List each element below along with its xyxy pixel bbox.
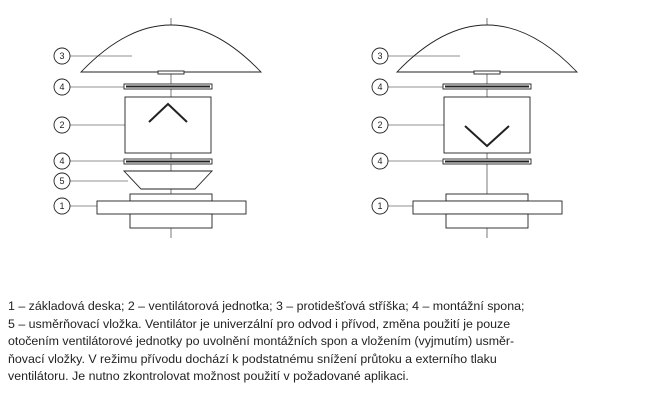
left-callout-5: [54, 173, 70, 189]
svg-text:3: 3: [59, 51, 65, 61]
caption-line: ňovací vložky. V režimu přívodu dochází k podstatnému snížení průtoku a externího tlaku: [8, 351, 497, 366]
right-rain-cap: [397, 25, 577, 72]
svg-text:2: 2: [59, 120, 65, 130]
right-rain-cap-stem: [474, 71, 500, 74]
left-base-collar: [130, 194, 212, 201]
right-assembly: [372, 18, 577, 238]
left-flow-insert: [124, 171, 212, 189]
right-callout-2: [372, 117, 388, 133]
right-callout-1: [372, 198, 388, 214]
right-base-plate: [413, 201, 562, 214]
left-rain-cap-stem: [158, 71, 184, 74]
right-base-spigot: [446, 214, 528, 228]
svg-text:2: 2: [377, 120, 383, 130]
left-callout-4-bottom: [54, 153, 70, 169]
svg-text:1: 1: [59, 201, 65, 211]
left-rain-cap: [81, 25, 261, 72]
left-callout-3: [54, 48, 70, 64]
caption-line: otočením ventilátorové jednotky po uvolnění montážních spon a vložením (vyjmutím) usměr-: [8, 334, 515, 349]
right-callout-3: [372, 48, 388, 64]
left-base-plate: [97, 201, 246, 214]
svg-text:4: 4: [377, 156, 383, 166]
left-assembly: [54, 18, 261, 238]
left-callout-1: [54, 198, 70, 214]
left-base-spigot: [130, 214, 212, 228]
left-callout-4-top: [54, 79, 70, 95]
right-fan-unit: [444, 97, 530, 153]
right-callout-4-top: [372, 79, 388, 95]
right-base-collar: [446, 194, 528, 201]
svg-text:4: 4: [59, 156, 65, 166]
caption-line: 5 – usměrňovací vložka. Ventilátor je univerzální pro odvod i přívod, změna použití je pouze: [8, 316, 511, 331]
left-callout-2: [54, 117, 70, 133]
caption-line: 1 – základová deska; 2 – ventilátorová jednotka; 3 – protidešťová stříška; 4 – montážní spona;: [8, 299, 525, 313]
legend-caption: [8, 298, 644, 386]
caption-line: ventilátoru. Je nutno zkontrolovat možnost použití v požadované aplikaci.: [8, 369, 409, 384]
right-callout-4-bottom: [372, 153, 388, 169]
svg-text:3: 3: [377, 51, 383, 61]
svg-text:5: 5: [59, 176, 65, 186]
left-fan-unit: [125, 97, 211, 153]
svg-text:4: 4: [377, 82, 383, 92]
svg-text:4: 4: [59, 82, 65, 92]
svg-text:1: 1: [377, 201, 383, 211]
